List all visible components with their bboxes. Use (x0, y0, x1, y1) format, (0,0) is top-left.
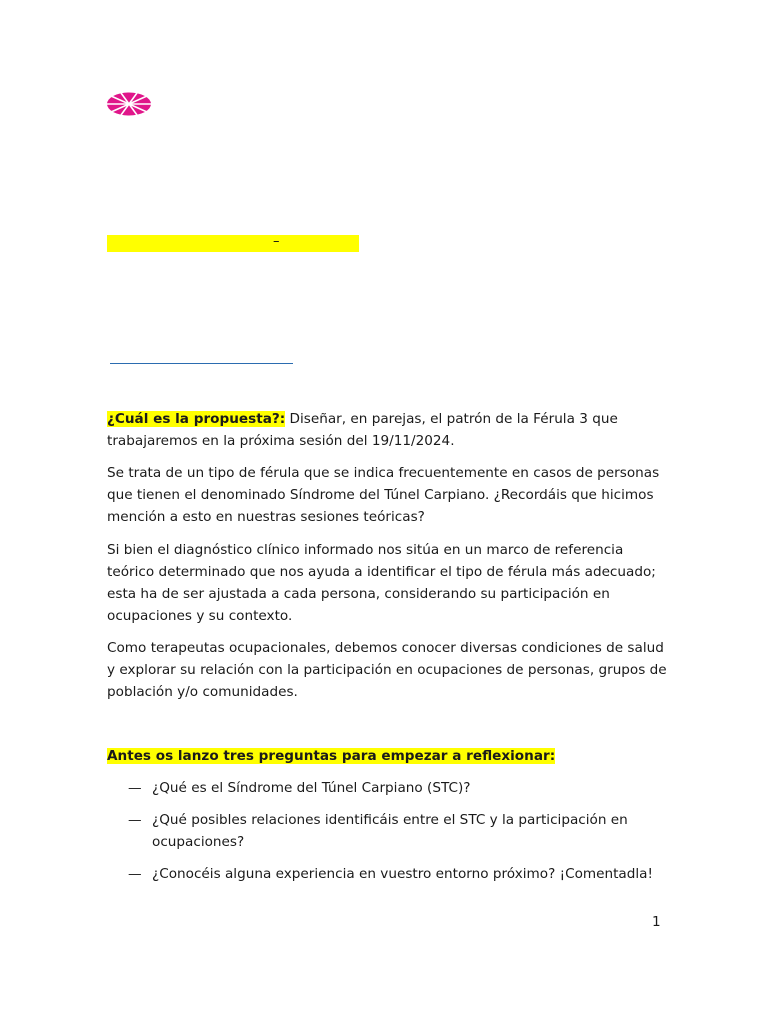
body-paragraph: Como terapeutas ocupacionales, debemos conocer diversas condiciones de salud y explorar su relación con la participación en ocupaciones de personas, grupos de población y/o comunidades. (107, 640, 667, 700)
page-number: 1 (652, 914, 661, 930)
university-emblem-icon (106, 92, 152, 116)
em-dash-bullet-icon: — (128, 866, 142, 882)
proposal-paragraph (107, 408, 667, 452)
proposal-label: ¿Cuál es la propuesta?: (107, 411, 286, 427)
proposal-text: Diseñar, en parejas, el patrón de la Férula 3 que trabajaremos en la próxima sesión del 19/11/2024. (107, 411, 618, 449)
title-highlight-text: – (273, 234, 280, 249)
em-dash-bullet-icon: — (128, 812, 142, 828)
question-text: ¿Qué posibles relaciones identificáis entre el STC y la participación en ocupaciones? (152, 812, 628, 850)
body-paragraph: Se trata de un tipo de férula que se indica frecuentemente en casos de personas que tienen el denominado Síndrome del Túnel Carpiano. ¿Recordáis que hicimos mención a esto en nuestras sesiones teóricas? (107, 465, 660, 525)
question-text: ¿Qué es el Síndrome del Túnel Carpiano (STC)? (152, 780, 471, 796)
questions-heading: Antes os lanzo tres preguntas para empezar a reflexionar: (107, 748, 556, 764)
question-text: ¿Conocéis alguna experiencia en vuestro entorno próximo? ¡Comentadla! (152, 866, 653, 882)
title-highlight-bar (107, 235, 359, 252)
list-item (128, 777, 668, 799)
list-item (128, 863, 668, 885)
questions-list (128, 777, 668, 885)
body-paragraph: Si bien el diagnóstico clínico informado nos sitúa en un marco de referencia teórico determinado que nos ayuda a identificar el tipo de férula más adecuado; esta ha de ser ajustada a cada persona, considerando su participación en ocupaciones y su contexto. (107, 542, 656, 624)
questions-heading-paragraph (107, 745, 667, 767)
link-underline[interactable] (110, 363, 293, 364)
em-dash-bullet-icon: — (128, 780, 142, 796)
list-item (128, 809, 668, 853)
